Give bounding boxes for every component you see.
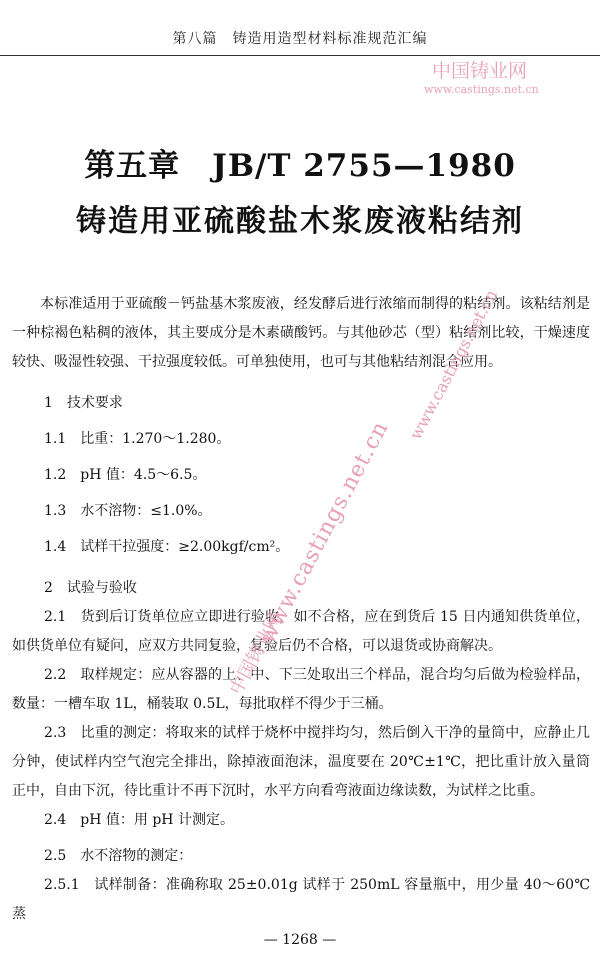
chapter-title: 第五章 JB/T 2755—1980 (84, 148, 516, 184)
paragraph: 2.5.1 试样制备：准确称取 25±0.01g 试样于 250mL 容量瓶中，用少量 40～60℃蒸 (12, 877, 590, 922)
section-heading: 2 试验与验收 (44, 580, 137, 596)
intro-paragraph: 本标准适用于亚硫酸－钙盐基木浆废液，经发酵后进行浓缩而制得的粘结剂。该粘结剂是一种棕褐色粘稠的液体，其主要成分是木素磺酸钙。与其他砂芯（型）粘结剂比较，干燥速度较快、吸湿性较强、干拉强度较低。可单独使用，也可与其他粘结剂混合应用。 (12, 296, 590, 370)
running-head: 第八篇 铸造用造型材料标准规范汇编 (172, 31, 428, 47)
page-number: — 1268 — (263, 932, 337, 948)
clause: 2.5 水不溶物的测定： (44, 848, 193, 864)
section-heading: 1 技术要求 (44, 395, 123, 411)
diagonal-watermark-upper: www.castings.net.cn (405, 286, 502, 443)
clause: 1.1 比重：1.270～1.280。 (44, 431, 231, 447)
diagonal-watermark: www.castings.net.cn (254, 416, 394, 649)
document-body (12, 290, 590, 929)
paragraph: 2.3 比重的测定：将取来的试样于烧杯中搅拌均匀，然后倒入干净的量筒中，应静止几分钟，使试样内空气泡完全排出，除掉液面泡沫，温度要在 20℃±1℃，把比重计放入量筒正中，自由下沉，待比重计不再下沉时，水平方向看弯液面边缘读数，为试样之比重。 (12, 725, 590, 799)
paragraph: 2.2 取样规定：应从容器的上、中、下三处取出三个样品，混合均匀后做为检验样品，数量：一槽车取 1L，桶装取 0.5L，每批取样不得少于三桶。 (12, 667, 590, 712)
watermark-logo-text: 中国铸业网 (432, 60, 528, 82)
paragraph: 2.1 货到后订货单位应立即进行验收，如不合格，应在到货后 15 日内通知供货单位，如供货单位有疑问，应双方共同复验，复验后仍不合格，可以退货或协商解决。 (12, 609, 590, 654)
clause: 1.2 pH 值：4.5～6.5。 (44, 467, 207, 483)
chapter-subtitle: 铸造用亚硫酸盐木浆废液粘结剂 (76, 204, 524, 239)
watermark-url: www.castings.net.cn (424, 83, 539, 96)
clause: 1.4 试样干拉强度：≥2.00kgf/cm²。 (44, 539, 290, 555)
clause: 2.4 pH 值：用 pH 计测定。 (44, 812, 234, 828)
clause: 1.3 水不溶物：≤1.0%。 (44, 503, 212, 519)
diagonal-watermark-cn: 中国铸业网 (225, 609, 287, 699)
